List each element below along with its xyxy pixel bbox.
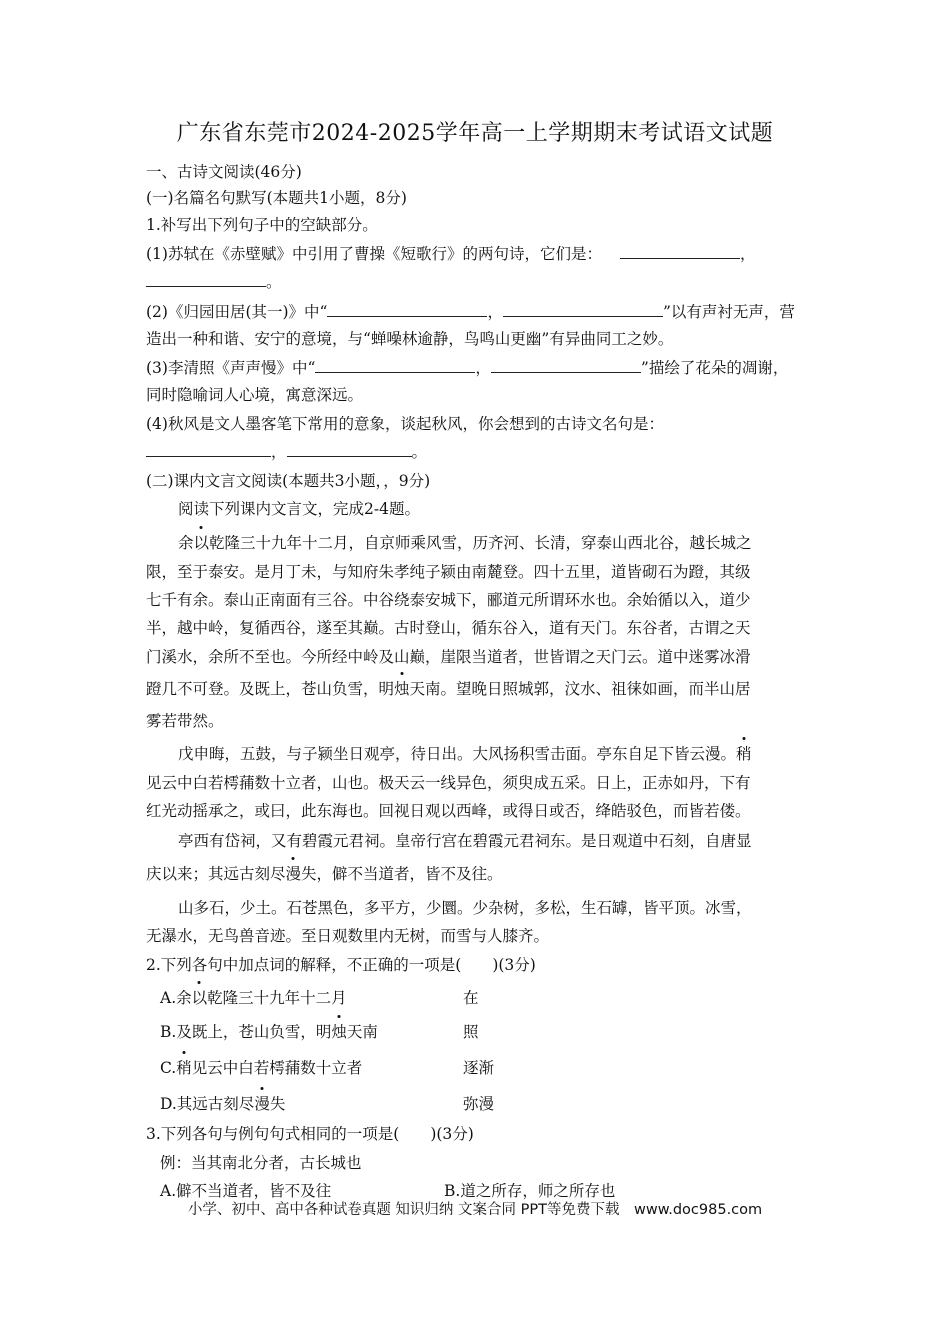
section-heading: 一、古诗文阅读(46分): [146, 163, 302, 181]
dotted-word: 漫: [254, 1092, 270, 1114]
part-heading: (二)课内文言文阅读(本题共3小题，，9分): [146, 472, 431, 490]
question-3: 3.下列各句与例句句式相同的一项是( )(3分): [146, 1125, 474, 1143]
question-text: (1)苏轼在《赤壁赋》中引用了曹操《短歌行》的两句诗，它们是：: [146, 245, 602, 263]
passage-line: 雾若带然。: [146, 712, 224, 730]
q3-option-a[interactable]: A.僻不当道者，皆不及往: [160, 1182, 332, 1200]
passage-line: 蹬几不可登。及既上，苍山负雪，明烛天南。望晚日照城郭，汶水、祖徕如画，而半山居: [146, 677, 751, 699]
question-1-1: (1)苏轼在《赤壁赋》中引用了曹操《短歌行》的两句诗，它们是： ，: [146, 245, 756, 263]
answer-blank[interactable]: [287, 442, 412, 457]
answer-blank[interactable]: [327, 302, 487, 317]
question-2: 2.下列各句中加点词的解释，不正确的一项是( )(3分): [146, 956, 536, 974]
answer-blank[interactable]: [315, 358, 475, 373]
question-1-2-cont: 造出一种和谐、安宁的意境，与“蝉噪林逾静，鸟鸣山更幽”有异曲同工之妙。: [146, 330, 674, 348]
dotted-word: 烛: [394, 677, 410, 699]
answer-blank[interactable]: [146, 442, 271, 457]
answer-blank[interactable]: [503, 302, 663, 317]
question-1-2: (2)《归园田居(其一)》中“ ， ”以有声衬无声，营: [146, 303, 795, 321]
reading-intro: 阅读下列课内文言文，完成2-4题。: [178, 500, 420, 518]
question-1: 1.补写出下列句子中的空缺部分。: [146, 216, 378, 234]
passage-line: 限，至于泰安。是月丁未，与知府朱孝纯子颍由南麓登。四十五里，道皆砌石为蹬，其级: [146, 563, 751, 581]
option-c[interactable]: C.稍见云中白若樗蒱数十立者: [160, 1056, 362, 1078]
passage-line: 戊申晦，五鼓，与子颍坐日观亭，待日出。大风扬积雪击面。亭东自足下皆云漫。稍: [178, 742, 752, 764]
dotted-word: 稍: [736, 742, 752, 764]
option-a-meaning: 在: [463, 989, 479, 1007]
footer-banner: 小学、初中、高中各种试卷真题 知识归纳 文案合同 PPT等免费下载 www.doc985.com: [187, 1202, 763, 1218]
passage-line: 七千有余。泰山正南面有三谷。中谷绕泰安城下，郦道元所谓环水也。余始循以入，道少: [146, 591, 751, 609]
option-c-meaning: 逐渐: [463, 1059, 495, 1077]
question-1-4-cont: ， 。: [146, 440, 427, 462]
passage-line: 红光动摇承之，或曰，此东海也。回视日观以西峰，或得日或否，绛皓驳色，而皆若偻。: [146, 802, 751, 820]
option-a[interactable]: A.余以乾隆三十九年十二月: [160, 986, 347, 1008]
question-1-3-cont: 同时隐喻词人心境，寓意深远。: [146, 386, 364, 404]
passage-line: 无瀑水，无鸟兽音迹。至日观数里内无树，而雪与人膝齐。: [146, 927, 550, 945]
question-1-3: (3)李清照《声声慢》中“ ， ”描绘了花朵的凋谢，: [146, 359, 789, 377]
part-heading: (一)名篇名句默写(本题共1小题，8分): [146, 189, 407, 207]
option-b[interactable]: B.及既上，苍山负雪，明烛天南: [160, 1020, 378, 1042]
passage-line: 亭西有岱祠，又有碧霞元君祠。皇帝行宫在碧霞元君祠东。是日观道中石刻，自唐显: [178, 832, 752, 850]
option-d-meaning: 弥漫: [463, 1095, 495, 1113]
answer-blank[interactable]: [491, 358, 641, 373]
passage-line: 庆以来；其远古刻尽漫失，僻不当道者，皆不及往。: [146, 862, 503, 884]
dotted-word: 以: [192, 986, 208, 1008]
answer-blank[interactable]: [620, 244, 740, 259]
option-b-meaning: 照: [463, 1023, 479, 1041]
answer-blank[interactable]: [146, 272, 266, 287]
passage-line: 见云中白若樗蒱数十立者，山也。极天云一线异色，须臾成五采。日上，正赤如丹，下有: [146, 774, 751, 792]
passage-line: 余以乾隆三十九年十二月，自京师乘风雪，历齐河、长清，穿泰山西北谷，越长城之: [178, 531, 752, 553]
dotted-word: 以: [194, 531, 210, 553]
question-3-example: 例：当其南北分者，古长城也: [160, 1154, 362, 1172]
dotted-word: 烛: [331, 1020, 347, 1042]
passage-line: 山多石，少土。石苍黑色，多平方，少圜。少杂树，多松，生石罅，皆平顶。冰雪，: [178, 899, 752, 917]
passage-line: 半，越中岭，复循西谷，遂至其巅。古时登山，循东谷入，道有天门。东谷者，古谓之天: [146, 619, 751, 637]
q3-option-b[interactable]: B.道之所存，师之所存也: [444, 1182, 616, 1200]
question-1-4: (4)秋风是文人墨客笔下常用的意象，谈起秋风，你会想到的古诗文名句是：: [146, 415, 664, 433]
option-d[interactable]: D.其远古刻尽漫失: [160, 1092, 285, 1114]
dotted-word: 稍: [176, 1056, 192, 1078]
page-title: 广东省东莞市2024-2025学年高一上学期期末考试语文试题: [176, 121, 774, 146]
passage-line: 门溪水，余所不至也。今所经中岭及山巅，崖限当道者，世皆谓之天门云。道中迷雾冰滑: [146, 648, 751, 666]
dotted-word: 漫: [286, 862, 302, 884]
question-1-1-cont: 。: [146, 270, 282, 292]
